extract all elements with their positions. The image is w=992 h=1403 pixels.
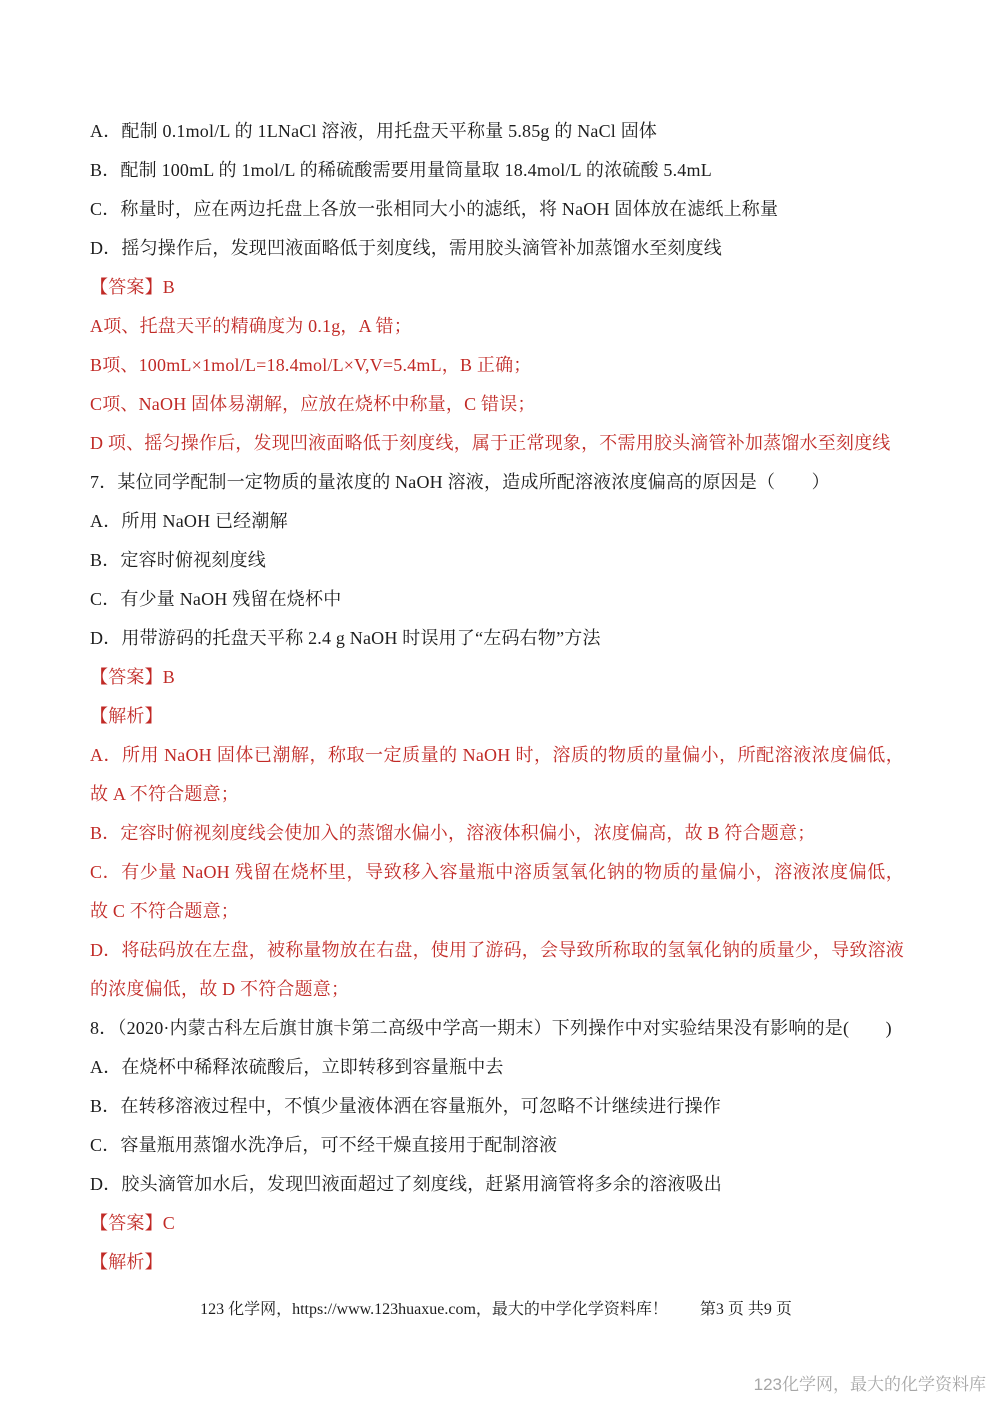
q6-analysis-b: B项、100mL×1mol/L=18.4mol/L×V,V=5.4mL，B 正确； bbox=[90, 355, 532, 375]
q8-stem: 8．（2020·内蒙古科左后旗甘旗卡第二高级中学高一期末）下列操作中对实验结果没有影响的是( ) bbox=[90, 1018, 892, 1038]
q7-analysis-c: C．有少量 NaOH 残留在烧杯里，导致移入容量瓶中溶质氢氧化钠的物质的量偏小，溶液浓度偏低，故 C 不符合题意； bbox=[90, 862, 904, 921]
q8-option-c: C．容量瓶用蒸馏水洗净后，可不经干燥直接用于配制溶液 bbox=[90, 1135, 558, 1155]
q7-analysis-heading: 【解析】 bbox=[90, 706, 163, 726]
q6-option-c: C．称量时，应在两边托盘上各放一张相同大小的滤纸，将 NaOH 固体放在滤纸上称量 bbox=[90, 199, 779, 219]
q7-analysis-d: D．将砝码放在左盘，被称量物放在右盘，使用了游码，会导致所称取的氢氧化钠的质量少，导致溶液的浓度偏低，故 D 不符合题意； bbox=[90, 940, 904, 999]
q6-analysis-c: C项、NaOH 固体易潮解，应放在烧杯中称量，C 错误； bbox=[90, 394, 536, 414]
q6-answer: 【答案】B bbox=[90, 277, 176, 297]
q8-analysis-heading: 【解析】 bbox=[90, 1252, 163, 1272]
q7-answer: 【答案】B bbox=[90, 667, 176, 687]
q6-analysis-d: D 项、摇匀操作后，发现凹液面略低于刻度线，属于正常现象，不需用胶头滴管补加蒸馏水至刻度线 bbox=[90, 433, 891, 453]
q7-analysis-a: A．所用 NaOH 固体已潮解，称取一定质量的 NaOH 时，溶质的物质的量偏小，所配溶液浓度偏低，故 A 不符合题意； bbox=[90, 745, 904, 804]
page-footer: 123 化学网，https://www.123huaxue.com，最大的中学化学资料库！ 第3 页 共9 页 bbox=[200, 1301, 792, 1318]
q8-option-d: D．胶头滴管加水后，发现凹液面超过了刻度线，赶紧用滴管将多余的溶液吸出 bbox=[90, 1174, 722, 1194]
q7-option-c: C．有少量 NaOH 残留在烧杯中 bbox=[90, 589, 342, 609]
q8-option-a: A．在烧杯中稀释浓硫酸后，立即转移到容量瓶中去 bbox=[90, 1057, 504, 1077]
q7-analysis-b: B．定容时俯视刻度线会使加入的蒸馏水偏小，溶液体积偏小，浓度偏高，故 B 符合题意； bbox=[90, 823, 816, 843]
q7-option-b: B．定容时俯视刻度线 bbox=[90, 550, 267, 570]
q6-analysis-a: A项、托盘天平的精确度为 0.1g，A 错； bbox=[90, 316, 412, 336]
q6-option-d: D．摇匀操作后，发现凹液面略低于刻度线，需用胶头滴管补加蒸馏水至刻度线 bbox=[90, 238, 722, 258]
q7-stem: 7．某位同学配制一定物质的量浓度的 NaOH 溶液，造成所配溶液浓度偏高的原因是（ ） bbox=[90, 472, 830, 492]
q6-option-a: A．配制 0.1mol/L 的 1LNaCl 溶液，用托盘天平称量 5.85g 的 NaCl 固体 bbox=[90, 121, 658, 141]
site-watermark: 123化学网，最大的化学资料库 bbox=[753, 1375, 986, 1394]
q7-option-a: A．所用 NaOH 已经潮解 bbox=[90, 511, 288, 531]
q6-option-b: B．配制 100mL 的 1mol/L 的稀硫酸需要用量筒量取 18.4mol/L 的浓硫酸 5.4mL bbox=[90, 160, 712, 180]
q8-answer: 【答案】C bbox=[90, 1213, 176, 1233]
q8-option-b: B．在转移溶液过程中，不慎少量液体洒在容量瓶外，可忽略不计继续进行操作 bbox=[90, 1096, 722, 1116]
q7-option-d: D．用带游码的托盘天平称 2.4 g NaOH 时误用了“左码右物”方法 bbox=[90, 628, 601, 648]
